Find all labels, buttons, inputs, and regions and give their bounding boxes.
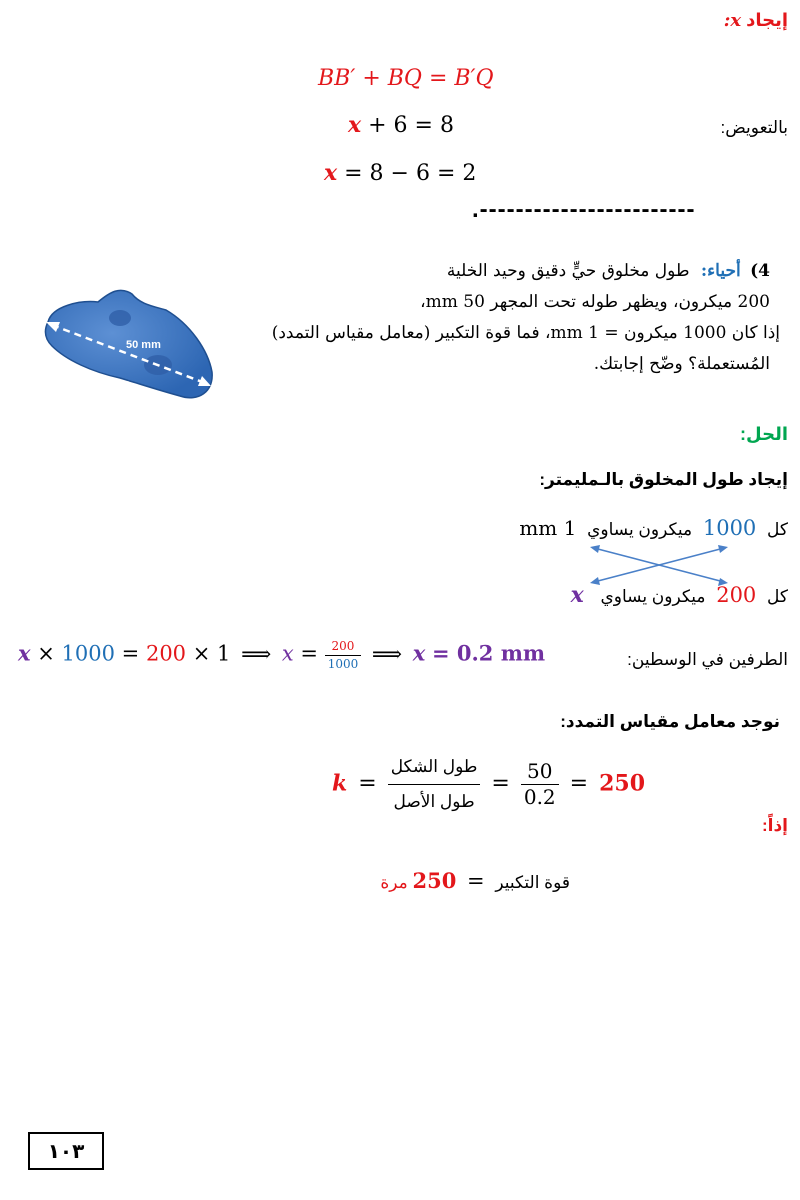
scale-fraction-den-2: 0.2	[523, 784, 556, 809]
scale-fraction-num-2: 50	[521, 761, 559, 785]
scale-equation	[332, 758, 645, 811]
equation-2-x: x	[348, 112, 362, 138]
cell-illustration	[40, 280, 215, 405]
cross-arrow-2: ⟹	[371, 641, 403, 666]
scale-eq-2: =	[491, 771, 510, 797]
magnification-eq: =	[467, 869, 485, 893]
problem-text-line-3: إذا كان 1000 ميكرون = 1 mm، فما قوة التكبير (معامل مقياس التمدد)	[271, 323, 780, 343]
find-x-title: إيجاد	[746, 10, 788, 30]
problem-text-line-4: المُستعملة؟ وضّح إجابتك.	[593, 354, 770, 374]
cross-fraction-den: 1000	[327, 656, 359, 671]
cross-fraction	[325, 640, 362, 670]
magnification-unit: مرة	[380, 873, 408, 892]
cross-arrow-down-head-a	[590, 545, 600, 553]
proportion-1-value: 1000	[702, 516, 757, 540]
problem-line-1	[170, 256, 770, 287]
scale-result: 250	[599, 770, 646, 797]
cross-equation	[18, 640, 545, 670]
problem-number: 4)	[750, 261, 770, 281]
equation-2	[348, 112, 454, 138]
proportion-2-rest: ميكرون يساوي	[600, 587, 706, 606]
proportion-1-result: 1 mm	[519, 516, 577, 540]
cross-eq-1: =	[121, 641, 140, 666]
scale-fraction-words	[388, 758, 481, 811]
section-divider: .------------------------	[472, 196, 696, 223]
proportion-line-2	[571, 582, 788, 608]
magnification-line	[380, 868, 570, 893]
proportion-2-each: كل	[767, 587, 788, 606]
proportion-line-1	[519, 516, 788, 540]
problem-text-line-1: طول مخلوق حيٍّ دقيق وحيد الخلية	[446, 261, 690, 281]
find-x-var: x:	[723, 10, 742, 31]
proportion-2-value: 200	[716, 583, 757, 607]
cross-times-2: × 1	[192, 641, 231, 666]
cross-1000: 1000	[61, 641, 115, 666]
scale-fraction-numbers	[521, 758, 559, 809]
magnification-value: 250	[412, 868, 457, 893]
substitution-label: بالتعويض:	[720, 118, 788, 137]
equation-1: BB′ + BQ = B′Q	[318, 66, 494, 91]
cross-eq-2: =	[300, 641, 318, 666]
cross-x-2: x	[281, 641, 294, 666]
mm-heading: إيجاد طول المخلوق بالـمليمتر:	[539, 470, 788, 489]
cell-measure-label: 50 mm	[126, 339, 161, 351]
cross-times-1: ×	[37, 641, 55, 666]
cross-x-3: x	[412, 640, 426, 666]
cross-fraction-num: 200	[325, 640, 362, 656]
solution-heading: الحل:	[740, 424, 788, 444]
cross-200: 200	[145, 641, 187, 666]
scale-heading: نوجد معامل مقياس التمدد:	[560, 712, 780, 731]
scale-k: k	[332, 770, 348, 797]
find-x-heading	[724, 10, 788, 31]
cross-label: الطرفين في الوسطين:	[627, 650, 788, 669]
scale-eq-3: =	[569, 771, 589, 797]
cell-nucleus-top	[109, 310, 131, 326]
cross-x-1: x	[18, 640, 31, 666]
cross-arrow-1: ⟹	[241, 641, 272, 666]
problem-text-line-2: 200 ميكرون، ويظهر طوله تحت المجهر 50 mm،	[420, 292, 770, 312]
page-number: ١٠٣	[28, 1132, 104, 1170]
equation-3	[324, 160, 476, 186]
problem-subject: أحياء:	[700, 261, 741, 281]
scale-fraction-den: طول الأصل	[393, 791, 475, 811]
problem-4	[0, 250, 800, 420]
equation-3-rest: = 8 − 6 = 2	[344, 161, 477, 186]
magnification-label: قوة التكبير	[495, 873, 570, 892]
therefore-label: إذاً:	[761, 816, 788, 835]
cross-result: = 0.2 mm	[431, 640, 546, 666]
scale-eq-1: =	[358, 771, 377, 797]
cross-arrow-up-head-b	[718, 545, 728, 553]
equation-3-x: x	[324, 160, 338, 186]
equation-2-rest: + 6 = 8	[368, 113, 454, 138]
problem-text	[170, 256, 780, 380]
proportion-1-rest: ميكرون يساوي	[587, 520, 693, 539]
proportion-1-each: كل	[767, 520, 788, 539]
scale-fraction-num: طول الشكل	[388, 758, 481, 785]
proportion-2-result: x	[570, 582, 584, 608]
